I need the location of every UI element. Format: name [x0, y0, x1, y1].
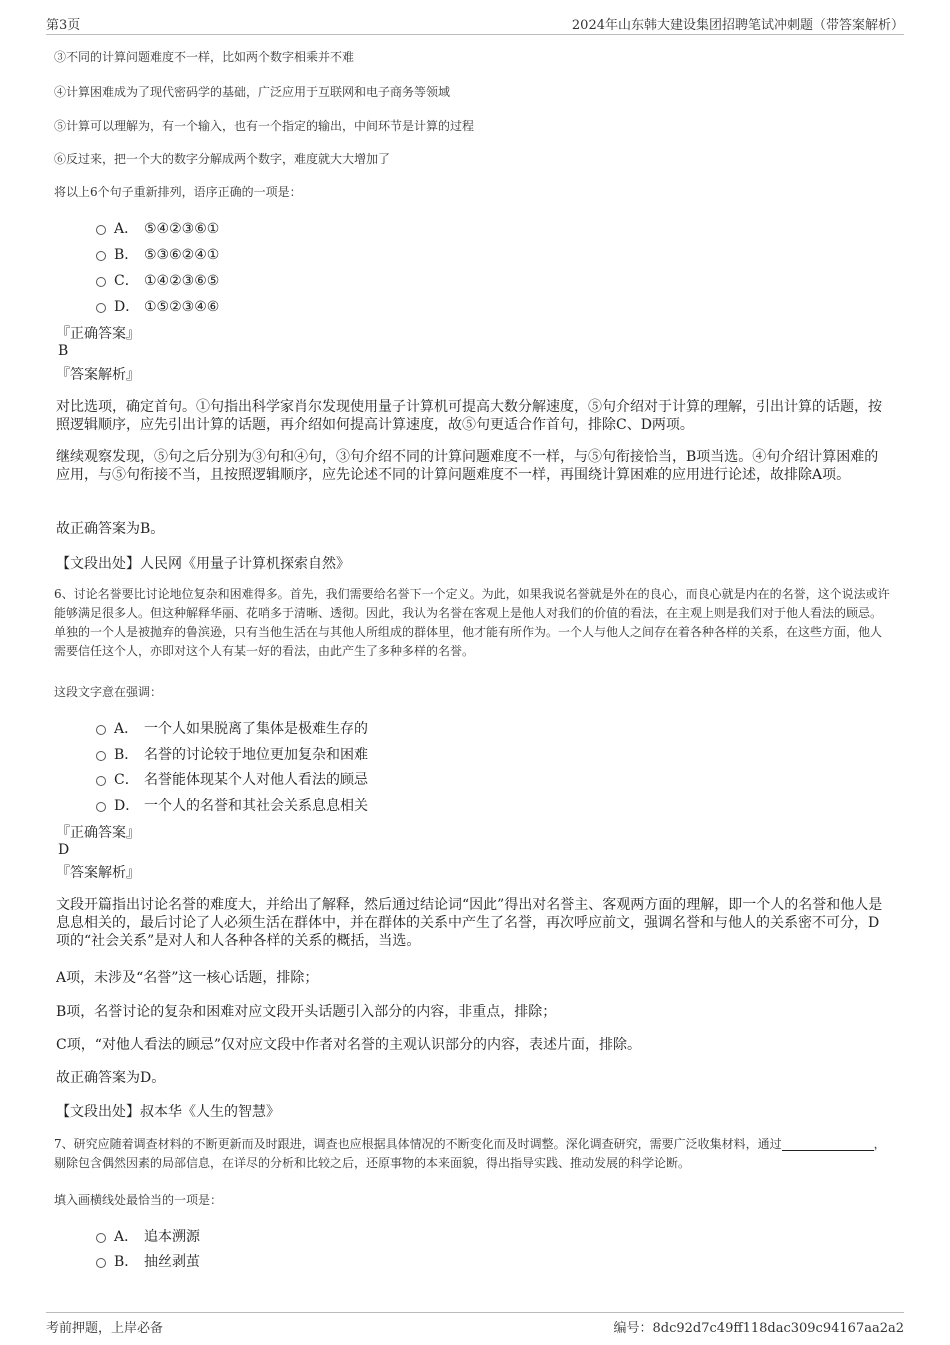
question-prompt: 将以上6个句子重新排列，语序正确的一项是：	[54, 185, 302, 199]
analysis-paragraph: 文段开篇指出讨论名誉的难度大，并给出了解释，然后通过结论词“因此”得出对名誉主、客观两方面的理解，即一个人的名誉和他人是息息相关的，最后讨论了人必须生活在群体中，并在群体的关系中产生了名誉，再次呼应前文，强调名誉和与他人的关系密不可分，D项的“社会关系”是对人和人各种各样的关系的概括，当选。	[56, 897, 883, 949]
analysis-paragraph: 对比选项，确定首句。①句指出科学家肖尔发现使用量子计算机可提高大数分解速度，⑤句介绍对于计算的理解，引出计算的话题，按照逻辑顺序，应先引出计算的话题，再介绍如何提高计算速度，故⑤句更适合作首句，排除C、D两项。	[56, 399, 882, 433]
radio-icon[interactable]	[96, 277, 106, 287]
option-a[interactable]: A． ⑤④②③⑥①	[96, 218, 219, 238]
option-d[interactable]: D． ①⑤②③④⑥	[96, 296, 219, 316]
question-passage: 6、讨论名誉要比讨论地位复杂和困难得多。首先，我们需要给名誉下一个定义。为此，如果我说名誉就是外在的良心，而良心就是内在的名誉，这个说法或许能够满足很多人。但这种解释华丽、花哨多于清晰、透彻。因此，我认为名誉在客观上是他人对我们的价值的看法，在主观上则是我们对于他人看法的顾忌。单独的一个人是被抛弃的鲁滨逊，只有当他生活在与其他人所组成的群体里，他才能有所作为。一个人与他人之间存在着各种各样的关系，在这些方面，他人需要信任这个人，亦即对这个人有某一好的看法，由此产生了多种多样的名誉。	[54, 587, 890, 658]
answer-value: D	[58, 842, 70, 858]
option-a[interactable]: A． 追本溯源	[96, 1226, 200, 1246]
question-passage: 7、研究应随着调查材料的不断更新而及时跟进，调查也应根据具体情况的不断变化而及时调整。深化调查研究，需要广泛收集材料，通过 ，剔除包含偶然因素的局部信息，在详尽的分析和比较之后，还原事物的本来面貌，得出指导实践、推动发展的科学论断。	[54, 1137, 886, 1170]
option-c[interactable]: C． ①④②③⑥⑤	[96, 270, 219, 290]
answer-label: 『正确答案』	[56, 326, 140, 342]
option-c[interactable]: C． 名誉能体现某个人对他人看法的顾忌	[96, 769, 368, 789]
radio-icon[interactable]	[96, 751, 106, 761]
analysis-label: 『答案解析』	[56, 367, 140, 383]
radio-icon[interactable]	[96, 725, 106, 735]
statement-6: ⑥反过来，把一个大的数字分解成两个数字，难度就大大增加了	[54, 152, 391, 166]
question-prompt: 这段文字意在强调：	[54, 685, 163, 699]
analysis-option-a: A项，未涉及“名誉”这一核心话题，排除；	[56, 970, 319, 986]
radio-icon[interactable]	[96, 303, 106, 313]
fill-in-blank	[782, 1138, 874, 1151]
answer-value: B	[58, 343, 69, 359]
option-b[interactable]: B． ⑤③⑥②④①	[96, 244, 219, 264]
radio-icon[interactable]	[96, 776, 106, 786]
source: 【文段出处】叔本华《人生的智慧》	[56, 1104, 280, 1120]
analysis-paragraph: 继续观察发现，⑤句之后分别为③句和④句，③句介绍不同的计算问题难度不一样，与⑤句衔接恰当，B项当选。④句介绍计算困难的应用，与⑤句衔接不当，且按照逻辑顺序，应先论述不同的计算问题难度不一样，再围绕计算困难的应用进行论述，故排除A项。	[56, 449, 879, 483]
question-prompt: 填入画横线处最恰当的一项是：	[54, 1193, 223, 1207]
radio-icon[interactable]	[96, 802, 106, 812]
conclusion: 故正确答案为B。	[56, 521, 165, 537]
footer-slogan: 考前押题，上岸必备	[46, 1321, 164, 1336]
statement-3: ③不同的计算问题难度不一样，比如两个数字相乘并不难	[54, 50, 355, 64]
option-b[interactable]: B． 名誉的讨论较于地位更加复杂和困难	[96, 744, 368, 764]
document-id: 编号：8dc92d7c49ff118dac309c94167aa2a2	[613, 1321, 904, 1336]
radio-icon[interactable]	[96, 251, 106, 261]
statement-4: ④计算困难成为了现代密码学的基础，广泛应用于互联网和电子商务等领域	[54, 85, 451, 99]
option-b[interactable]: B． 抽丝剥茧	[96, 1251, 200, 1271]
radio-icon[interactable]	[96, 1258, 106, 1268]
page-number: 第3页	[46, 18, 81, 33]
page-header	[46, 12, 904, 35]
option-d[interactable]: D． 一个人的名誉和其社会关系息息相关	[96, 795, 368, 815]
statement-5: ⑤计算可以理解为，有一个输入，也有一个指定的输出，中间环节是计算的过程	[54, 119, 475, 133]
answer-label: 『正确答案』	[56, 825, 140, 841]
analysis-option-b: B项，名誉讨论的复杂和困难对应文段开头话题引入部分的内容，非重点，排除；	[56, 1004, 557, 1020]
source: 【文段出处】人民网《用量子计算机探索自然》	[56, 556, 350, 572]
option-a[interactable]: A． 一个人如果脱离了集体是极难生存的	[96, 718, 368, 738]
radio-icon[interactable]	[96, 225, 106, 235]
analysis-label: 『答案解析』	[56, 865, 140, 881]
radio-icon[interactable]	[96, 1233, 106, 1243]
document-title: 2024年山东韩大建设集团招聘笔试冲刺题（带答案解析）	[571, 18, 904, 33]
conclusion: 故正确答案为D。	[56, 1070, 166, 1086]
page-footer	[46, 1312, 904, 1335]
analysis-option-c: C项，“对他人看法的顾忌”仅对应文段中作者对名誉的主观认识部分的内容，表述片面，排除。	[56, 1037, 642, 1053]
